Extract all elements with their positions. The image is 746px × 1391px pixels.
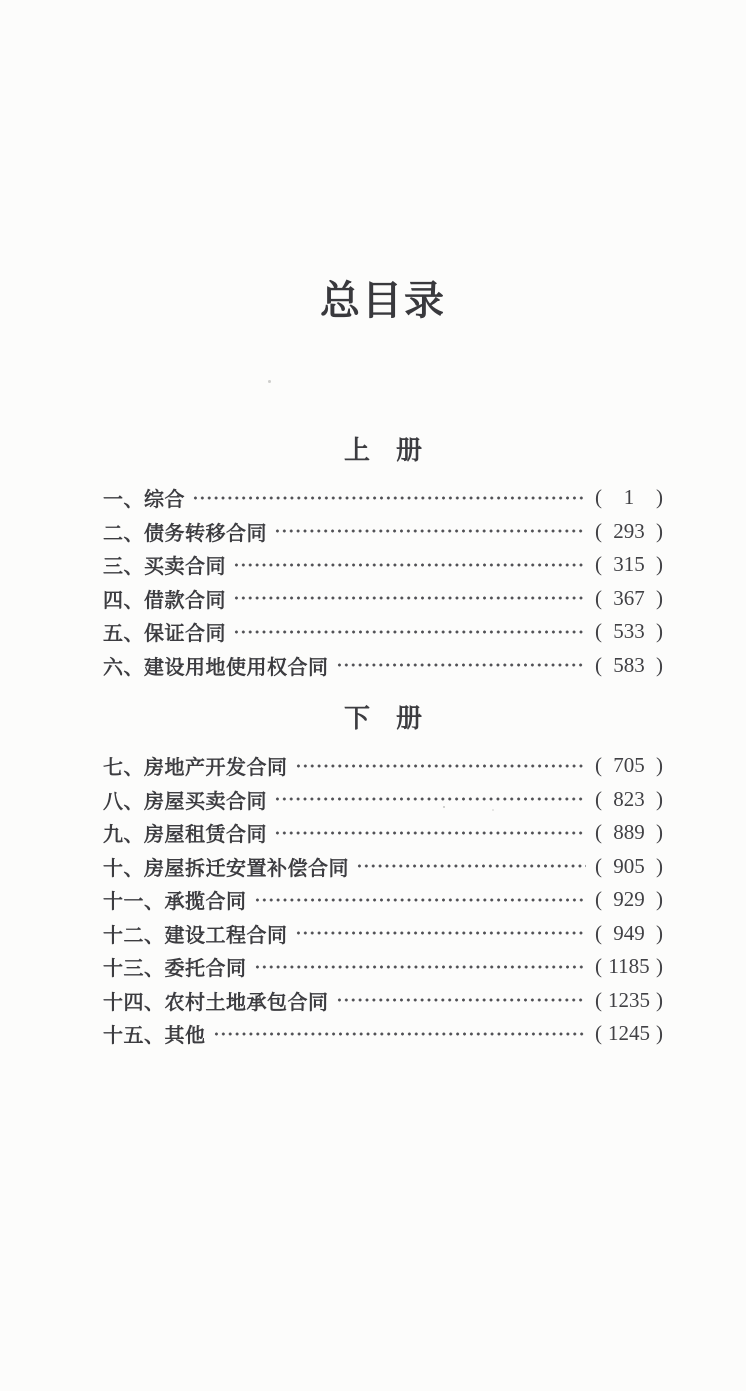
page-title: 总目录 (320, 279, 446, 323)
open-paren: ( (595, 1021, 602, 1046)
dot-leader (233, 588, 586, 608)
toc-entry-label: 八、房屋买卖合同 (103, 790, 267, 813)
dot-leader (274, 789, 586, 809)
toc-entry-label: 一、综合 (103, 489, 185, 512)
close-paren: ) (656, 820, 663, 845)
dot-leader (336, 990, 587, 1010)
dot-leader (295, 756, 587, 776)
open-paren: ( (595, 786, 602, 811)
toc-entry (103, 850, 663, 884)
open-paren: ( (595, 987, 602, 1012)
open-paren: ( (595, 652, 602, 677)
open-paren: ( (595, 753, 602, 778)
page-number (595, 753, 663, 778)
page-number-value: 367 (613, 585, 645, 610)
page-number (595, 988, 663, 1013)
table-of-contents (103, 430, 663, 1051)
section-heading: 上 册 (343, 435, 422, 465)
toc-entry-label: 五、保证合同 (103, 623, 226, 646)
toc-entry-label: 二、债务转移合同 (103, 522, 267, 545)
toc-entry (103, 582, 663, 616)
close-paren: ) (656, 853, 663, 878)
close-paren: ) (656, 753, 663, 778)
toc-entry (103, 950, 663, 984)
toc-entry-label: 十、房屋拆迁安置补偿合同 (103, 857, 349, 880)
page-number-value: 929 (613, 887, 645, 912)
dot-leader (254, 890, 587, 910)
close-paren: ) (656, 920, 663, 945)
close-paren: ) (656, 652, 663, 677)
dot-leader (274, 521, 586, 541)
toc-entry (103, 649, 663, 683)
toc-entry (103, 783, 663, 817)
page-number-value: 905 (613, 853, 645, 878)
page-number-value: 1245 (608, 1021, 650, 1046)
open-paren: ( (595, 485, 602, 510)
page-number (595, 954, 663, 979)
toc-entry (103, 883, 663, 917)
toc-entry-label: 十二、建设工程合同 (103, 924, 288, 947)
scanned-toc-page (0, 269, 746, 1391)
open-paren: ( (595, 920, 602, 945)
toc-entry-label: 七、房地产开发合同 (103, 757, 288, 780)
toc-entry (103, 615, 663, 649)
toc-entry (103, 515, 663, 549)
page-number-value: 705 (613, 753, 645, 778)
page-number-value: 889 (613, 820, 645, 845)
page-number-value: 949 (613, 920, 645, 945)
dot-leader (336, 655, 587, 675)
open-paren: ( (595, 552, 602, 577)
toc-entry-label: 九、房屋租赁合同 (103, 824, 267, 847)
toc-entry (103, 749, 663, 783)
dot-leader (274, 823, 586, 843)
toc-entry-label: 十五、其他 (103, 1025, 206, 1048)
dot-leader (254, 957, 587, 977)
page-number (595, 552, 663, 577)
toc-entry-label: 十三、委托合同 (103, 958, 247, 981)
page-number-value: 583 (613, 652, 645, 677)
open-paren: ( (595, 518, 602, 543)
toc-entry-label: 四、借款合同 (103, 589, 226, 612)
page-number-value: 1235 (608, 987, 650, 1012)
open-paren: ( (595, 619, 602, 644)
page-number (595, 586, 663, 611)
dot-leader (192, 488, 586, 508)
toc-entry-label: 十一、承揽合同 (103, 891, 247, 914)
page-number (595, 854, 663, 879)
toc-entry (103, 481, 663, 515)
close-paren: ) (656, 1021, 663, 1046)
page-number (595, 619, 663, 644)
close-paren: ) (656, 619, 663, 644)
page-number (595, 519, 663, 544)
page-number-value: 823 (613, 786, 645, 811)
page-number-value: 1 (623, 485, 635, 510)
toc-entry (103, 816, 663, 850)
open-paren: ( (595, 820, 602, 845)
open-paren: ( (595, 887, 602, 912)
dot-leader (213, 1024, 587, 1044)
scan-speck (268, 380, 271, 383)
toc-entry (103, 984, 663, 1018)
page-number (595, 921, 663, 946)
page-number (595, 485, 663, 510)
close-paren: ) (655, 954, 663, 979)
close-paren: ) (656, 485, 663, 510)
dot-leader (233, 555, 586, 575)
page-number (595, 787, 663, 812)
toc-entry (103, 1017, 663, 1051)
toc-entry-label: 十四、农村土地承包合同 (103, 991, 329, 1014)
page-number-value: 293 (613, 518, 645, 543)
dot-leader (295, 923, 587, 943)
open-paren: ( (595, 954, 602, 979)
toc-entry (103, 548, 663, 582)
close-paren: ) (656, 552, 663, 577)
page-number (595, 820, 663, 845)
page-number (595, 653, 663, 678)
page-number-value: 533 (613, 619, 645, 644)
close-paren: ) (656, 987, 663, 1012)
page-number-value: 315 (613, 552, 645, 577)
toc-entry (103, 917, 663, 951)
page-number-value: 1185 (608, 954, 650, 979)
page-number (595, 1021, 663, 1046)
dot-leader (356, 856, 586, 876)
close-paren: ) (656, 887, 663, 912)
open-paren: ( (595, 585, 602, 610)
toc-entry-label: 三、买卖合同 (103, 556, 226, 579)
open-paren: ( (595, 853, 602, 878)
page-number (595, 887, 663, 912)
close-paren: ) (656, 786, 663, 811)
dot-leader (233, 622, 586, 642)
close-paren: ) (656, 585, 663, 610)
section-heading: 下 册 (343, 703, 422, 733)
toc-entry-label: 六、建设用地使用权合同 (103, 656, 329, 679)
close-paren: ) (656, 518, 663, 543)
